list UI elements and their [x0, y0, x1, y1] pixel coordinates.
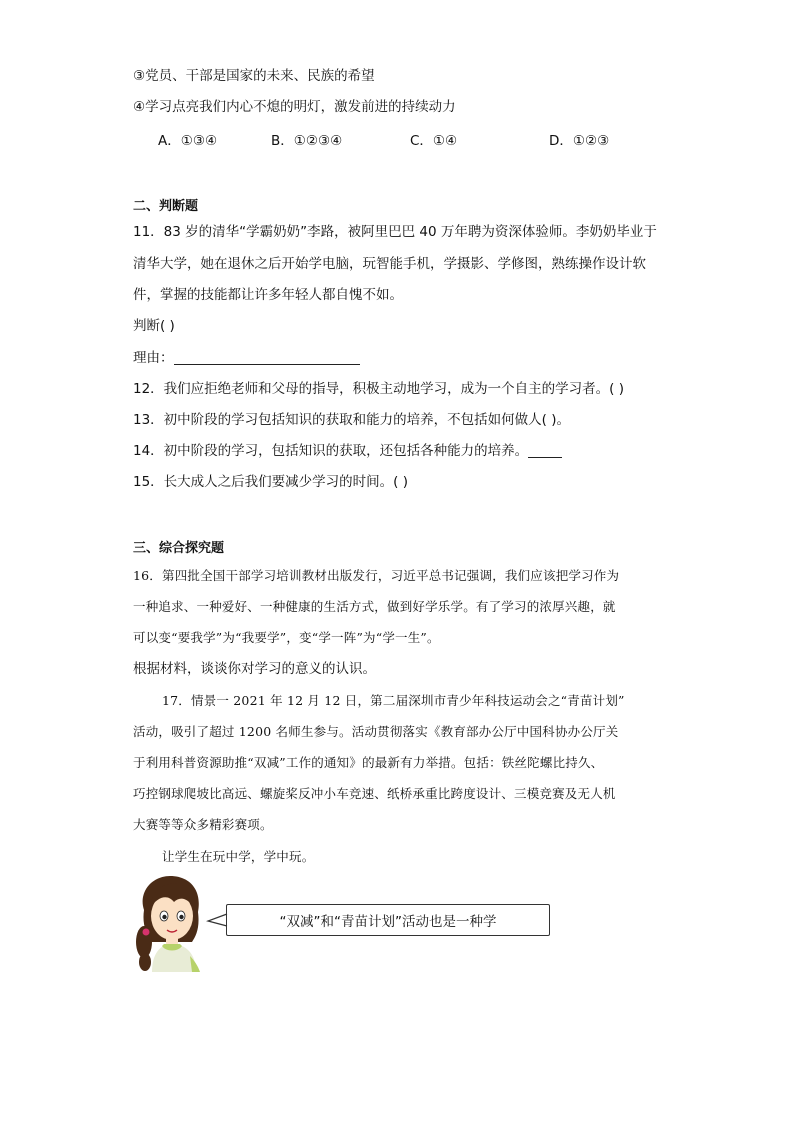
- q16-line-1: 16．第四批全国干部学习培训教材出版发行，习近平总书记强调，我们应该把学习作为: [133, 568, 620, 583]
- speech-text: “双减”和“青苗计划”活动也是一种学: [279, 914, 497, 930]
- q16-prompt: 根据材料，谈谈你对学习的意义的认识。: [133, 661, 376, 677]
- q10-options: [0, 129, 794, 149]
- option-c: C．①④: [410, 133, 458, 149]
- q13: 13．初中阶段的学习包括知识的获取和能力的培养，不包括如何做人( )。: [133, 412, 571, 428]
- q10-item-3: ③党员、干部是国家的未来、民族的希望: [133, 68, 375, 84]
- q16-line-3: 可以变“要我学”为“我要学”，变“学一阵”为“学一生”。: [133, 630, 440, 645]
- q16-line-2: 一种追求、一种爱好、一种健康的生活方式，做到好学乐学。有了学习的浓厚兴趣，就: [133, 599, 616, 614]
- speech-bubble: [226, 904, 550, 936]
- option-b: B．①②③④: [271, 133, 343, 149]
- q17-line-3: 于利用科普资源助推“双减”工作的通知》的最新有力举措。包括：铁丝陀螺比持久、: [133, 755, 604, 770]
- q11-line-3: 件，掌握的技能都让许多年轻人都自愧不如。: [133, 287, 403, 303]
- girl-cartoon-image: [134, 872, 210, 972]
- q17-line-2: 活动，吸引了超过 1200 名师生参与。活动贯彻落实《教育部办公厅中国科协办公厅关: [133, 724, 619, 739]
- q11-reason: [133, 348, 360, 368]
- q11-line-1: 11．83 岁的清华“学霸奶奶”李路，被阿里巴巴 40 万年聘为资深体验师。李奶奶毕业于: [133, 224, 657, 240]
- reason-blank[interactable]: [174, 350, 360, 365]
- q10-item-4: ④学习点亮我们内心不熄的明灯，激发前进的持续动力: [133, 99, 456, 115]
- q17-line-4: 巧控钢球爬坡比高远、螺旋桨反冲小车竞速、纸桥承重比跨度设计、三模竞赛及无人机: [133, 786, 616, 801]
- q12: 12．我们应拒绝老师和父母的指导，积极主动地学习，成为一个自主的学习者。( ): [133, 381, 625, 397]
- q14-blank[interactable]: [528, 443, 562, 458]
- q14-text: 14．初中阶段的学习，包括知识的获取，还包括各种能力的培养。: [133, 443, 529, 459]
- q17-line-6: 让学生在玩中学，学中玩。: [162, 849, 315, 864]
- option-a: A．①③④: [158, 133, 218, 149]
- q17-line-1: 17．情景一 2021 年 12 月 12 日，第二届深圳市青少年科技运动会之“青苗计划”: [162, 693, 625, 708]
- q15: 15．长大成人之后我们要减少学习的时间。( ): [133, 474, 409, 490]
- q17-line-5: 大赛等等众多精彩赛项。: [133, 817, 273, 832]
- q11-judge: 判断( ): [133, 318, 175, 334]
- option-d: D．①②③: [549, 133, 610, 149]
- reason-label: 理由：: [133, 350, 174, 366]
- q14: [133, 441, 562, 461]
- q11-line-2: 清华大学，她在退休之后开始学电脑，玩智能手机，学摄影、学修图，熟练操作设计软: [133, 256, 646, 272]
- section-heading-judgement: 二、判断题: [133, 199, 199, 214]
- section-heading-inquiry: 三、综合探究题: [133, 541, 225, 556]
